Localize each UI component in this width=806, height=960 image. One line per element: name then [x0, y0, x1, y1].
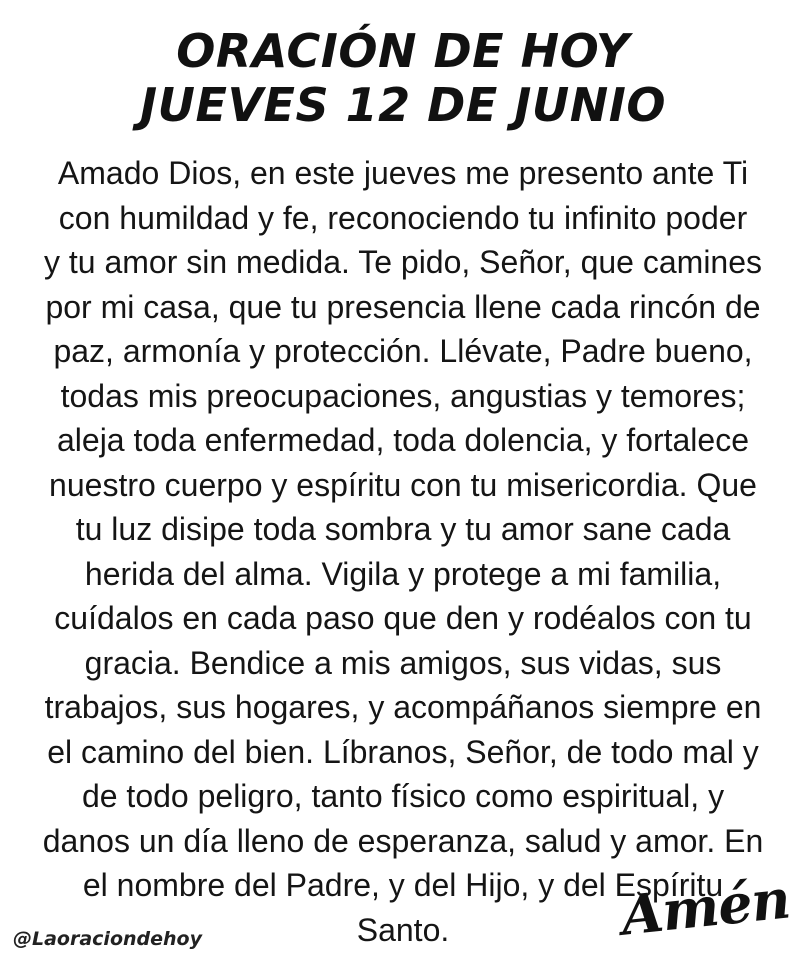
prayer-line: el camino del bien. Líbranos, Señor, de todo mal y — [47, 733, 759, 770]
prayer-line: tu luz disipe toda sombra y tu amor sane cada — [75, 511, 731, 547]
prayer-line: el nombre del Padre, y del Hijo, y del Espíritu — [82, 867, 724, 903]
prayer-line: paz, armonía y protección. Llévate, Padre bueno, — [53, 333, 753, 369]
prayer-line: aleja toda enfermedad, toda dolencia, y fortalece — [56, 422, 749, 458]
prayer-text — [0, 151, 806, 952]
page-subtitle-date: JUEVES 12 DE JUNIO — [140, 78, 666, 132]
prayer-line: todas mis preocupaciones, angustias y temores; — [60, 377, 746, 414]
signature-text: Amén — [618, 866, 793, 948]
social-handle: @Laoraciondehoy — [13, 928, 202, 950]
prayer-line: Amado Dios, en este jueves me presento ante Ti — [57, 155, 749, 191]
page-title: ORACIÓN DE HOY — [176, 24, 630, 78]
prayer-line: trabajos, sus hogares, y acompáñanos siempre en — [44, 689, 762, 725]
prayer-line: de todo peligro, tanto físico como espiritual, y — [81, 778, 725, 814]
prayer-line: herida del alma. Vigila y protege a mi familia, — [84, 555, 722, 592]
prayer-line: Santo. — [356, 911, 450, 948]
prayer-line: con humildad y fe, reconociendo tu infinito poder — [58, 199, 748, 236]
prayer-line: danos un día lleno de esperanza, salud y amor. En — [42, 822, 764, 859]
prayer-line: gracia. Bendice a mis amigos, sus vidas, sus — [84, 644, 722, 681]
prayer-line: por mi casa, que tu presencia llene cada rincón de — [45, 288, 761, 325]
prayer-line: y tu amor sin medida. Te pido, Señor, que camines — [43, 244, 763, 280]
prayer-line: cuídalos en cada paso que den y rodéalos con tu — [54, 600, 752, 636]
prayer-line: nuestro cuerpo y espíritu con tu misericordia. Que — [49, 466, 757, 503]
